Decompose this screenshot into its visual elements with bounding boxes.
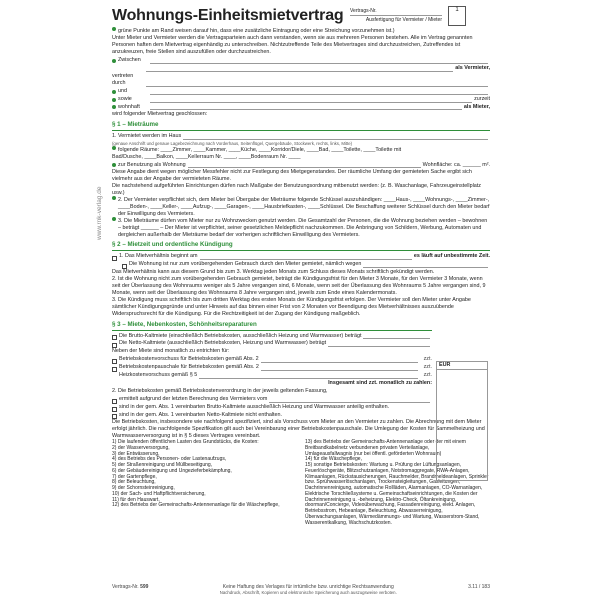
tenant-address-field[interactable]	[150, 104, 462, 110]
section-2: 1. Das Mietverhältnis beginnt am es läuft auf unbestimmte Zeit. Die Wohnung ist nur zum vorübergehenden Gebrauch durch den Mieter gemietet, nämlich wegen Das Mietverhältnis kann aus diesem Grund bis zum 3. Werktag jeden Monats zum Schluss dieses Monats schriftlich gekündigt werden. 2. Ist die Wohnung nicht zum vorübergehenden Gebrauch gemietet, beträgt die Kündigungsfrist für den Mieter 3 Monate, für den Vermieter 3 Monate, wenn seit der Überlassung des Wohnraums weniger als 5 Jahre vergangen sind, 6 Monate, wenn seit der Überlassung des Wohnraums 5 Jahre vergangen sind, 9 Monate, wenn seit der Überlassung des Wohnraums 8 Jahre vergangen sind, jeweils zum Ende eines Kalendermonats. 3. Die Kündigung muss schriftlich bis zum dritten Werktag des ersten Monats der Kündigungsfrist erfolgen. Der Vermieter soll den Mieter unter Angabe sämtlicher Kündigungsgründe und unter Hinweis auf das binnen einer Frist von 2 Monaten vor Beendigung des Mietverhältnisses auszuübende Widerspruchsrecht für die Kündigung. Für die Rechtzeitigkeit ist der Zugang der Kündigung maßgeblich.	[112, 253, 490, 317]
landlord-name-field[interactable]	[150, 58, 488, 64]
cost-list-item: 1) Die laufenden öffentlichen Lasten des Grundstücks, die Kosten:	[112, 439, 259, 446]
euro-column: EUR	[436, 361, 488, 481]
contract-closing: wird folgender Mietvertrag geschlossen:	[112, 111, 208, 118]
represented-by-field[interactable]	[146, 81, 488, 87]
cost-list-item: 9) der Schornsteinreinigung,	[112, 485, 175, 492]
section-1: 1. Vermietet werden im Haus (genaue Anschrift und genaue Lagebezeichnung nach Vorderhaus, Seitenflügel, Quergebäude, Stockwerk, rechts, links, Mitte) folgende Räume: ____Zimmer, ____Kammer, ____Küche, ____Korridor/Diele, ____Bad, ____Toilette, ____Toilette mit Bad/Dusche, ____Balkon, ____Kellerraum Nr. ____, ____Bodenraum Nr. ____ zur Benutzung als Wohnung Wohnfläche: ca. ______ m². Diese Angabe dient wegen möglicher Messfehler nicht zur Festlegung des Mietgegenstandes. Der räumliche Umfang der gemieteten Sache ergibt sich vielmehr aus der Angabe der vermieteten Räume. Die nachstehend aufgeführten Einrichtungen dürfen nach Maßgabe der Benutzungsordnung mitbenutzt werden: (z. B. Waschanlage, Fahrzeugeinstellplatz usw.) 2. Der Vermieter verpflichtet sich, dem Mieter bei Übergabe der Mieträume folgende Schlüssel auszuhändigen: ____Haus-, ____Wohnungs-, ____Zimmer-, ____Boden-, ____Keller-, ____Aufzug-, ____Garagen-, ____Hausbriefkasten-, ____Schlüssel. Die Beschaffung weiterer Schlüssel durch den Mieter bedarf der Einwilligung des Vermieters. 3. Die Mieträume dürfen vom Mieter nur zu Wohnzwecken genutzt werden. Die Gesamtzahl der Personen, die die Wohnung beziehen werden – bewohnen – beträgt ______ – Der Mieter ist verpflichtet, seiner gesetzlichen Meldepflicht nachzukommen. Die Anbringung von Schildern, Werbung, Automaten und dergleichen außerhalb der Mieträume bedarf der vorherigen schriftlichen Einwilligung des Vermieters.	[112, 133, 490, 238]
cost-list	[112, 440, 490, 526]
contract-number-box	[350, 8, 442, 24]
cost-list-item: 4) des Betriebs des Personen- oder Lastenaufzugs,	[112, 456, 227, 463]
section-3: Die Brutto-Kaltmiete (einschließlich Betriebskosten, ausschließlich Heizung und Warmwasser) beträgt Die Netto-Kaltmiete (ausschließlich Betriebskosten, Heizung und Warmwasser) beträgt Neben der Miete sind monatlich zu entrichten für: Betriebskostenvorschuss für Betriebskosten gemäß Abs. 2 zzt. Betriebskostenpauschale für Betriebskosten gemäß Abs. 2 zzt. Heizkostenvorschuss gemäß § 5 zzt. Insgesamt sind zzt. monatlich zu zahlen: 2. Die Betriebskosten gemäß Betriebskostenverordnung in der jeweils geltenden Fassung, ermittelt aufgrund der letzten Berechnung des Vermieters vom sind in der gem. Abs. 1 vereinbarten Brutto-Kaltmiete ausschließlich Heizung und Warmwasser anteilig enthalten. sind in der gem. Abs. 1 vereinbarten Netto-Kaltmiete nicht enthalten.	[112, 332, 432, 418]
cost-list-item: 8) der Beleuchtung,	[112, 479, 156, 486]
cost-list-item: Umlageausfallwagnis (nur bei öffentl. geförderten Wohnraum)	[305, 450, 442, 457]
cost-list-item: 11) für den Hauswart,	[112, 496, 160, 503]
cost-list-item: 10) der Sach- und Haftpflichtversicherung,	[112, 490, 206, 497]
tenant-2-name-field[interactable]	[150, 97, 472, 103]
not-included-net-checkbox[interactable]	[112, 414, 117, 419]
operating-cost-flat-checkbox[interactable]	[112, 367, 117, 372]
cost-list-item: 3) der Entwässerung,	[112, 450, 160, 457]
cost-list-item: 12) des Betriebs der Gemeinschafts-Antennenanlage für die Wäschepflege,	[112, 502, 280, 509]
tenant-name-field[interactable]	[150, 89, 488, 95]
contract-number-label: Vertrags-Nr.	[350, 8, 377, 14]
form-copy-icon: 1	[448, 6, 466, 26]
temporary-use-checkbox[interactable]	[122, 264, 127, 269]
temporary-reason-field[interactable]	[363, 262, 488, 268]
included-gross-checkbox[interactable]	[112, 407, 117, 412]
cost-list-item: 2) der Wasserversorgung,	[112, 444, 170, 451]
net-rent-checkbox[interactable]	[112, 343, 117, 348]
parties-block: Zwischen als Vermieter, vertreten durch und sowie zurzeit wohnhaft als Mieter, wird folgender Mietvertrag geschlossen:	[112, 57, 490, 118]
footer: Vertrags-Nr. 599 Keine Haftung des Verlages für irrtümliche bzw. unrichtige Rechtsanwendung Nachdruck, Abschrift, Kopieren und elektronische Speicherung auch auszugsweise verboten. 3.11 / 183	[112, 584, 490, 596]
cost-list-item: 7) der Gartenpflege,	[112, 473, 157, 480]
cost-list-item: 15) sonstige Betriebskosten: Wartung u. Prüfung der Lüftungsanlagen, Feuerlöschgeräte, Blitzschutzanlagen, Notstromaggregate, RWA-Anlagen, Klimaanlagen, Rückstausicherungen, Rauchmelder, Brandmeldeanlagen, Sprinkler bzw. Sprühwasserlöschanlagen, Trockensteigleitungen, Gasleitungen, Dachrinnenreinigung, automatische Rollläden, Alarmanlagen, CO-Warnanlagen, Elektrische Torschließsysteme u. Gemeinschaftseinrichtungen, die Kosten der Dachrinnenreinigung u. -beheizung, Elektro-Check, Öltankreinigung, doorman/Concierge, Videoüberwachung, Fassadenreinigung, elekt. Anlagen, Betriebsstrom, Hebeanlage, Beleuchtung, Abwasserreinigung, Überwachungsanlagen, Wärmedämmungs- und Wartung, Wasserstrom-Stand, Wasserentkalkung, Wachschutzkosten.	[305, 462, 489, 526]
publisher-url: www.rnk-verlag.de	[96, 186, 103, 240]
section-3-title: § 3 – Miete, Nebenkosten, Schönheitsreparaturen	[112, 321, 432, 331]
cost-list-item: 13) des Betriebs der Gemeinschafts-Antennenanlage oder der mit einem Breitbandkabelnetz verbundenen privaten Verteilanlage,	[305, 439, 466, 451]
intro-note: grüne Punkte am Rand weisen darauf hin, dass eine zusätzliche Eintragung oder eine Streichung vorzunehmen ist.)	[112, 28, 490, 35]
page-title: Wohnungs-Einheitsmietvertrag	[112, 7, 344, 24]
house-address-field[interactable]	[183, 134, 488, 140]
copy-label: Ausfertigung für Vermieter / Mieter	[365, 17, 442, 24]
cost-list-item: 6) der Gebäudereinigung und Ungezieferbekämpfung,	[112, 467, 232, 474]
use-field[interactable]	[188, 162, 421, 168]
lease-start-field[interactable]	[200, 254, 412, 260]
landlord-name-field-2[interactable]	[146, 66, 453, 72]
calculation-date-checkbox[interactable]	[112, 399, 117, 404]
section-1-title: § 1 – Mieträume	[112, 121, 490, 131]
gross-rent-checkbox[interactable]	[112, 335, 117, 340]
cost-list-item: 5) der Straßenreinigung und Müllbeseitigung,	[112, 462, 213, 469]
operating-cost-advance-checkbox[interactable]	[112, 359, 117, 364]
lease-open-ended-checkbox[interactable]	[112, 256, 117, 261]
section-3-text: Die Betriebskosten, insbesondere wie nachfolgend spezifiziert, sind als Vorschuss vom Mieter an den Vermieter zu zahlen. Die Abrechnung mit dem Mieter erfolgt jährlich. Die nachfolgende Spezifikation gilt auch bei Vereinbarung einer Betriebskostenpauschale. Die Umlegung der Kosten für Sammelheizung und Warmwasserversorgung ist in § 5 dieses Vertrages vereinbart.	[112, 419, 485, 440]
green-dot-icon	[112, 27, 116, 31]
cost-list-item: 14) für die Wäschepflege,	[305, 456, 362, 463]
intro-text: Unter Mieter und Vermieter werden die Vertragsparteien auch dann verstanden, wenn sie aus mehreren Personen bestehen. Alle im Vertrag genannten Personen haften dem Mietvertrag eigenhändig zu unterschreiben. Nichtzutreffende Teile des Mietvertrages sind durchzustreichen, Zutreffendes ist anzukreuzen, freie Stellen sind auszufüllen oder durchzustreichen.	[112, 35, 473, 56]
section-2-title: § 2 – Mietzeit und ordentliche Kündigung	[112, 241, 490, 251]
